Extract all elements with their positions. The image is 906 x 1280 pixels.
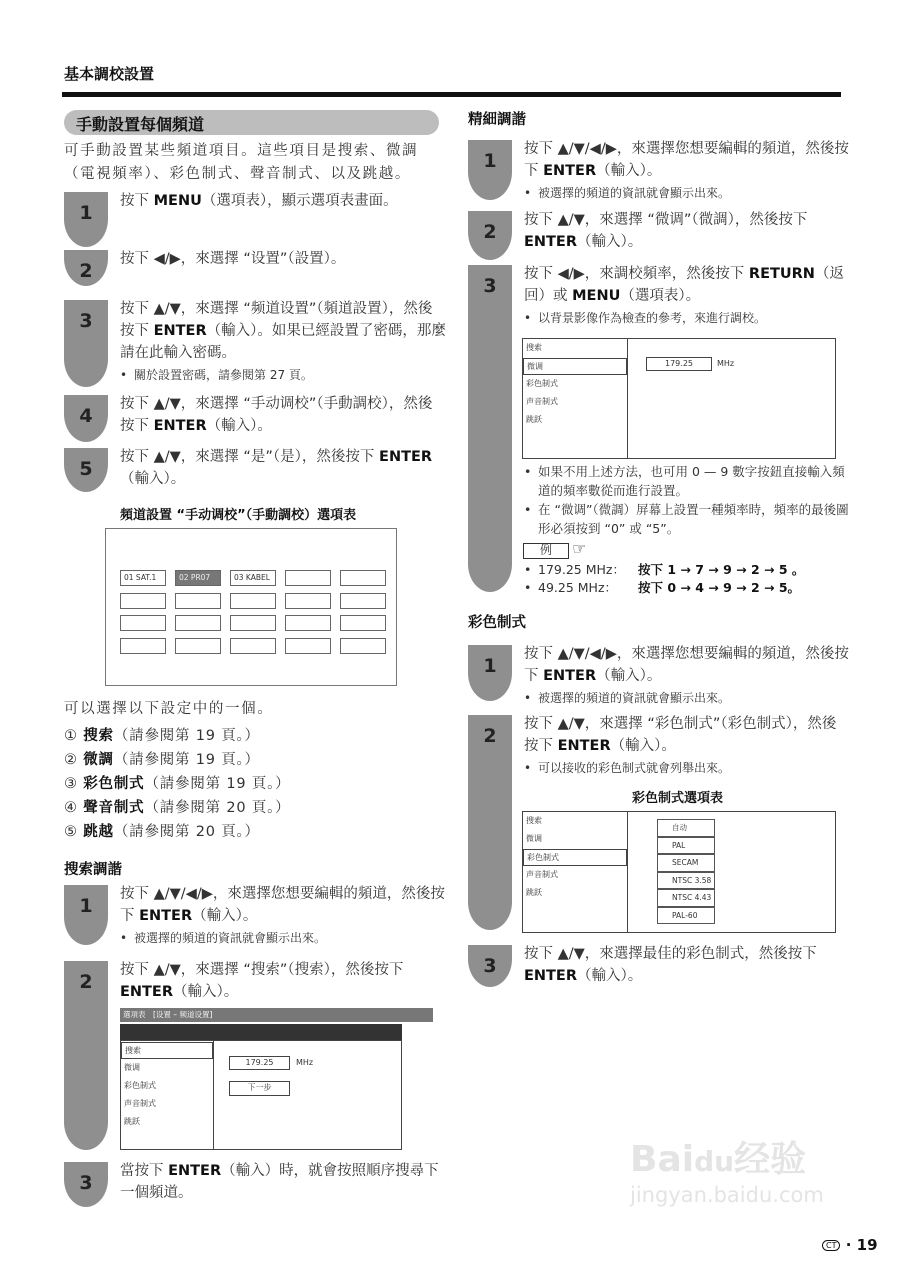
examples-list (524, 561, 804, 597)
step-text-segment: （選項表），顯示選項表畫面。 (201, 193, 398, 209)
key-name: ENTER (543, 668, 597, 684)
key-name: ENTER (120, 984, 174, 1000)
step-number-tab: 2 (468, 211, 512, 260)
option-number: ② (64, 752, 78, 768)
option-ref: （請參閱第 19 頁。） (144, 776, 291, 792)
page-header: 基本調校設置 (64, 65, 155, 83)
channel-cell[interactable] (120, 638, 166, 654)
color-option[interactable]: PAL (657, 837, 715, 855)
search-title: 搜索調諧 (64, 862, 122, 878)
channel-cell[interactable] (340, 570, 386, 586)
manual-menu-caption: 頻道設置 “手动调校”（手動調校）選項表 (120, 508, 357, 523)
step-bullet: • 可以接收的彩色制式就會列舉出來。 (524, 759, 850, 778)
option-number: ① (64, 728, 78, 744)
step-text-segment: 按下 ▲/▼，來選擇 “频道设置”（頻道設置），然後按下 (120, 301, 433, 339)
step-text-segment: 按下 (120, 193, 154, 209)
fine-freq-unit: MHz (717, 359, 735, 368)
step-text-segment: 按下 ▲/▼，來選擇最佳的彩色制式，然後按下 (524, 946, 817, 962)
step-bullet: • 以背景影像作為檢查的參考，來進行調校。 (524, 309, 850, 328)
step-text (120, 393, 446, 437)
color-options (657, 819, 715, 924)
option-number: ④ (64, 800, 78, 816)
step-number-tab: 3 (64, 1162, 108, 1207)
menu-item[interactable]: 搜索 (526, 816, 542, 825)
option-ref: （請參閱第 20 頁。） (144, 800, 291, 816)
channel-cell[interactable] (230, 638, 276, 654)
channel-cell[interactable] (285, 638, 331, 654)
step-bullet: • 被選擇的頻道的資訊就會顯示出來。 (120, 929, 446, 948)
search-screen (120, 1040, 402, 1150)
step-text-segment: （選項表）。 (620, 288, 701, 304)
key-name: ENTER (543, 163, 597, 179)
step-text-segment: （輸入）。 (577, 968, 643, 984)
option-item (64, 796, 290, 820)
step-bullet: • 被選擇的頻道的資訊就會顯示出來。 (524, 689, 850, 708)
step-number-tab: 2 (64, 961, 108, 1150)
step-text (120, 446, 446, 490)
step-text (524, 138, 850, 203)
color-title: 彩色制式 (468, 615, 526, 631)
menu-item[interactable]: 声音制式 (526, 397, 558, 406)
menu-item[interactable]: 搜索 (121, 1042, 213, 1059)
step-text (120, 248, 446, 270)
fine-screen (522, 338, 836, 459)
option-list (64, 724, 290, 844)
step-text-segment: （輸入）時，就會按照順序搜尋下一個頻道。 (120, 1163, 439, 1201)
step-number-tab: 1 (468, 140, 512, 200)
fine-freq-field[interactable]: 179.25 (646, 357, 712, 371)
step-text-segment: 按下 ◀/▶，來調校頻率，然後按下 (524, 266, 749, 282)
option-name: 彩色制式 (83, 776, 145, 792)
step-bullet: • 被選擇的頻道的資訊就會顯示出來。 (524, 184, 850, 203)
option-ref: （請參閱第 19 頁。） (113, 752, 260, 768)
key-name: ENTER (139, 908, 193, 924)
color-menu-caption: 彩色制式選項表 (632, 791, 724, 806)
step-text (120, 959, 446, 1003)
menu-item[interactable]: 微调 (523, 358, 627, 375)
search-screen-dark-bar (120, 1024, 402, 1040)
channel-cell[interactable]: 03 KABEL (230, 570, 276, 586)
step-text-segment: （輸入）。 (596, 163, 662, 179)
option-number: ③ (64, 776, 78, 792)
fine-notes (524, 462, 850, 538)
menu-item[interactable]: 微调 (526, 834, 542, 843)
option-item (64, 724, 290, 748)
step-text-segment: （輸入）。 (610, 738, 676, 754)
key-name: MENU (572, 288, 621, 304)
key-name: ENTER (524, 968, 578, 984)
next-button[interactable]: 下一步 (229, 1081, 290, 1096)
page-number: 19 (856, 1236, 878, 1254)
step-text (120, 190, 446, 212)
watermark: Baidu经验 jingyan.baidu.com (630, 1139, 824, 1207)
step-number-tab: 2 (468, 715, 512, 930)
step-text-segment: （輸入）。如果已經設置了密碼，那麼請在此輸入密碼。 (120, 323, 446, 361)
step-number-tab: 1 (64, 192, 108, 247)
color-option[interactable]: PAL-60 (657, 907, 715, 925)
channel-cell[interactable] (230, 593, 276, 609)
pointing-hand-icon: ☞ (572, 539, 587, 558)
key-name: ENTER (524, 234, 578, 250)
menu-item[interactable]: 彩色制式 (526, 379, 558, 388)
step-text-segment: 按下 ◀/▶，來選擇 “设置”（設置）。 (120, 251, 346, 267)
step-number-tab: 4 (64, 395, 108, 442)
step-text (524, 263, 850, 328)
channel-cell[interactable] (285, 570, 331, 586)
step-text-segment: 按下 ▲/▼，來選擇 “手动调校”（手動調校），然後按下 (120, 396, 433, 434)
menu-item[interactable]: 声音制式 (526, 870, 558, 879)
example-item (524, 579, 804, 597)
channel-cell[interactable] (120, 593, 166, 609)
channel-cell[interactable] (230, 615, 276, 631)
color-screen (522, 811, 836, 933)
intro-text: 可手動設置某些頻道項目。這些項目是搜索、微調（電視頻率）、彩色制式、聲音制式、以及跳越。 (64, 143, 419, 182)
option-number: ⑤ (64, 824, 78, 840)
option-ref: （請參閱第 19 頁。） (113, 728, 260, 744)
option-name: 搜索 (83, 728, 114, 744)
channel-cell[interactable] (340, 593, 386, 609)
color-option[interactable]: NTSC 4.43 (657, 889, 715, 907)
step-text-segment: （輸入）。 (192, 908, 258, 924)
channel-cell[interactable] (285, 593, 331, 609)
channel-grid-screen (105, 528, 397, 686)
note-bullet: • 如果不用上述方法，也可用 0 — 9 數字按鈕直接輸入頻道的頻率數從而進行設置。 (524, 462, 850, 500)
key-name: ENTER (153, 323, 207, 339)
key-name: RETURN (748, 266, 815, 282)
search-menu-list (121, 1041, 214, 1149)
menu-item[interactable]: 跳跃 (526, 415, 542, 424)
step-text (120, 298, 446, 385)
step-number-tab: 1 (64, 885, 108, 945)
step-text-segment: 按下 ▲/▼，來選擇 “搜索”（搜索），然後按下 (120, 962, 404, 978)
example-freq: 179.25 MHz： (538, 562, 625, 577)
menu-item[interactable]: 微调 (124, 1063, 140, 1072)
option-item (64, 820, 290, 844)
menu-item[interactable]: 声音制式 (124, 1099, 156, 1108)
choose-text: 可以選擇以下設定中的一個。 (64, 701, 274, 717)
step-bullet: • 關於設置密碼，請參閱第 27 頁。 (120, 366, 446, 385)
option-item (64, 772, 290, 796)
channel-cell[interactable] (340, 615, 386, 631)
example-freq: 49.25 MHz： (538, 580, 618, 595)
search-freq-field[interactable]: 179.25 (229, 1056, 290, 1070)
channel-cell[interactable] (285, 615, 331, 631)
step-text-segment: （輸入）。 (120, 471, 186, 487)
example-keys: 按下 0 → 4 → 9 → 2 → 5。 (638, 580, 801, 595)
color-menu-list (523, 812, 628, 932)
fine-menu-list (523, 339, 628, 458)
step-number-tab: 2 (64, 250, 108, 286)
step-number-tab: 3 (468, 265, 512, 592)
key-name: ENTER (557, 738, 611, 754)
step-text-segment: 按下 ▲/▼/◀/▶，來選擇您想要編輯的頻道，然後按下 (524, 141, 849, 179)
key-name: ENTER (153, 418, 207, 434)
option-name: 聲音制式 (83, 800, 145, 816)
step-text (524, 713, 850, 778)
step-text-segment: （返回）或 (524, 266, 844, 304)
channel-cell[interactable] (340, 638, 386, 654)
page-footer: CT · 19 (822, 1236, 878, 1254)
search-freq-unit: MHz (296, 1058, 314, 1067)
step-text (120, 883, 446, 948)
option-name: 微調 (83, 752, 114, 768)
color-option[interactable]: NTSC 3.58 (657, 872, 715, 890)
step-text-segment: 按下 ▲/▼，來選擇 “微调”（微調），然後按下 (524, 212, 808, 228)
channel-cell[interactable] (175, 593, 221, 609)
color-option[interactable]: SECAM (657, 854, 715, 872)
header-rule (62, 92, 841, 97)
example-keys: 按下 1 → 7 → 9 → 2 → 5 。 (638, 562, 805, 577)
step-text (120, 1160, 446, 1204)
channel-cell[interactable] (175, 638, 221, 654)
option-item (64, 748, 290, 772)
fine-title: 精細調諧 (468, 112, 526, 128)
menu-item[interactable]: 跳跃 (526, 888, 542, 897)
menu-item[interactable]: 彩色制式 (124, 1081, 156, 1090)
channel-cell[interactable] (175, 615, 221, 631)
channel-cell[interactable]: 01 SAT.1 (120, 570, 166, 586)
option-name: 跳越 (83, 824, 114, 840)
option-ref: （請參閱第 20 頁。） (113, 824, 260, 840)
example-label: 例 (523, 543, 569, 559)
step-text-segment: 按下 ▲/▼/◀/▶，來選擇您想要編輯的頻道，然後按下 (524, 646, 849, 684)
key-name: ENTER (168, 1163, 222, 1179)
menu-item[interactable]: 搜索 (526, 343, 542, 352)
step-number-tab: 5 (64, 448, 108, 492)
step-text-segment: 當按下 (120, 1163, 169, 1179)
channel-cell[interactable] (120, 615, 166, 631)
key-name: ENTER (379, 449, 433, 465)
region-badge: CT (822, 1240, 840, 1251)
step-number-tab: 3 (64, 300, 108, 387)
step-text-segment: （輸入）。 (173, 984, 239, 1000)
menu-item[interactable]: 彩色制式 (523, 849, 627, 866)
color-option[interactable]: 自动 (657, 819, 715, 837)
example-item (524, 561, 804, 579)
section-title: 手動設置每個頻道 (64, 110, 439, 135)
note-bullet: • 在 “微调”（微調）屏幕上設置一種頻率時，頻率的最後圖形必須按到 “0” 或 “5”。 (524, 500, 850, 538)
key-name: MENU (153, 193, 202, 209)
step-text-segment: （輸入）。 (206, 418, 272, 434)
step-text-segment: 按下 ▲/▼，來選擇 “是”（是），然後按下 (120, 449, 380, 465)
step-number-tab: 1 (468, 645, 512, 701)
menu-item[interactable]: 跳跃 (124, 1117, 140, 1126)
step-text (524, 943, 850, 987)
step-text-segment: （輸入）。 (577, 234, 643, 250)
step-text (524, 209, 850, 253)
step-number-tab: 3 (468, 945, 512, 987)
search-screen-title-bar: 選項表 [设置 – 频道设置] (120, 1008, 433, 1022)
channel-cell[interactable]: 02 PR07 (175, 570, 221, 586)
step-text-segment: 按下 ▲/▼/◀/▶，來選擇您想要編輯的頻道，然後按下 (120, 886, 445, 924)
step-text-segment: （輸入）。 (596, 668, 662, 684)
step-text-segment: 按下 ▲/▼，來選擇 “彩色制式”（彩色制式），然後按下 (524, 716, 837, 754)
step-text (524, 643, 850, 708)
